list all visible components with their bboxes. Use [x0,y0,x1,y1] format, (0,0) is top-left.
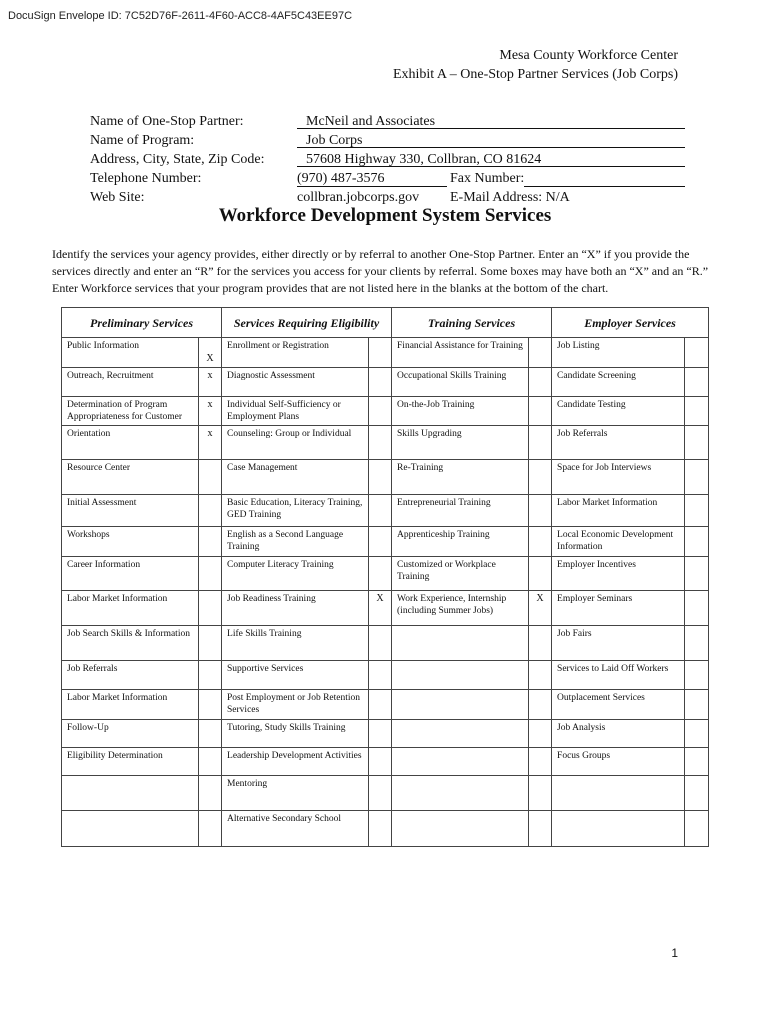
service-cell: Eligibility Determination [62,748,199,776]
program-value: Job Corps [297,131,685,148]
mark-cell[interactable] [529,397,552,426]
mark-cell[interactable] [199,527,222,557]
header-training: Training Services [392,308,552,338]
mark-cell[interactable] [685,626,709,661]
table-row [62,368,709,397]
table-row [62,557,709,591]
mark-cell[interactable] [685,591,709,626]
service-cell: Leadership Development Activities [222,748,369,776]
service-cell: Outplacement Services [552,690,685,720]
service-cell: English as a Second Language Training [222,527,369,557]
service-cell: Job Analysis [552,720,685,748]
service-cell: Basic Education, Literacy Training, GED Training [222,495,369,527]
table-row [62,626,709,661]
mark-cell[interactable]: x [199,397,222,426]
service-cell: Mentoring [222,776,369,811]
service-cell: Post Employment or Job Retention Services [222,690,369,720]
mark-cell[interactable] [529,426,552,460]
mark-cell[interactable] [529,748,552,776]
service-cell: Labor Market Information [62,591,199,626]
service-cell: Job Search Skills & Information [62,626,199,661]
mark-cell[interactable]: X [529,591,552,626]
service-cell: Initial Assessment [62,495,199,527]
mark-cell[interactable] [685,368,709,397]
header-employer: Employer Services [552,308,709,338]
mark-cell[interactable] [529,690,552,720]
mark-cell[interactable] [685,748,709,776]
service-cell: Job Readiness Training [222,591,369,626]
mark-cell[interactable] [199,591,222,626]
instructions-paragraph: Identify the services your agency provides, either directly or by referral to another One-Stop Partner. Enter an “X” if you provide the services directly and enter an “R” for the services you access for your clients by referral. Some boxes may have both an “X” and an “R.” Enter Workforce services that your program provides that are not listed here in the blanks at the bottom of the chart. [52,247,709,295]
service-cell [392,661,529,690]
table-row [62,495,709,527]
mark-cell[interactable] [685,338,709,368]
service-cell [392,776,529,811]
service-cell: On-the-Job Training [392,397,529,426]
web-value: collbran.jobcorps.gov [297,190,420,205]
table-row [62,338,709,368]
email-text: E-Mail Address: N/A [450,190,570,205]
service-cell: Supportive Services [222,661,369,690]
service-cell [552,776,685,811]
mark-cell[interactable] [369,495,392,527]
mark-cell[interactable] [529,776,552,811]
web-label: Web Site: [90,190,145,205]
header-eligibility: Services Requiring Eligibility [222,308,392,338]
table-row [62,460,709,495]
service-cell [552,811,685,847]
service-cell: Labor Market Information [552,495,685,527]
service-cell [392,690,529,720]
mark-cell[interactable] [529,368,552,397]
service-cell: Resource Center [62,460,199,495]
mark-cell[interactable] [199,748,222,776]
mark-cell[interactable] [199,811,222,847]
mark-cell[interactable] [369,397,392,426]
mark-cell[interactable] [685,776,709,811]
table-row [62,397,709,426]
docusign-envelope-id: DocuSign Envelope ID: 7C52D76F-2611-4F60-ACC8-4AF5C43EE97C [8,10,353,22]
mark-cell[interactable] [369,338,392,368]
mark-cell[interactable] [369,661,392,690]
service-cell: Orientation [62,426,199,460]
service-cell: Job Referrals [552,426,685,460]
mark-cell[interactable] [199,661,222,690]
mark-cell[interactable] [529,720,552,748]
service-cell: Determination of Program Appropriateness for Customer [62,397,199,426]
service-cell: Life Skills Training [222,626,369,661]
mark-cell[interactable] [529,626,552,661]
table-row [62,811,709,847]
service-cell: Computer Literacy Training [222,557,369,591]
fax-label: Fax Number: [450,171,525,186]
mark-cell[interactable] [685,661,709,690]
mark-cell[interactable] [369,720,392,748]
table-row [62,426,709,460]
partner-label: Name of One-Stop Partner: [90,114,244,129]
service-cell [392,811,529,847]
service-cell [392,748,529,776]
service-cell: Job Referrals [62,661,199,690]
page-number: 1 [671,946,678,960]
service-cell: Candidate Screening [552,368,685,397]
service-cell: Diagnostic Assessment [222,368,369,397]
service-cell: Follow-Up [62,720,199,748]
mark-cell[interactable] [199,690,222,720]
service-cell: Re-Training [392,460,529,495]
service-cell: Case Management [222,460,369,495]
service-cell: Candidate Testing [552,397,685,426]
mark-cell[interactable] [369,426,392,460]
service-cell: Tutoring, Study Skills Training [222,720,369,748]
mark-cell[interactable] [199,460,222,495]
service-cell: Work Experience, Internship (including Summer Jobs) [392,591,529,626]
service-cell: Employer Incentives [552,557,685,591]
service-cell: Local Economic Development Information [552,527,685,557]
mark-cell[interactable]: x [199,368,222,397]
service-cell: Apprenticeship Training [392,527,529,557]
service-cell: Labor Market Information [62,690,199,720]
service-cell: Counseling: Group or Individual [222,426,369,460]
mark-cell[interactable] [369,690,392,720]
mark-cell[interactable] [369,368,392,397]
mark-cell[interactable] [685,811,709,847]
table-row [62,776,709,811]
header-preliminary: Preliminary Services [62,308,222,338]
service-cell: Entrepreneurial Training [392,495,529,527]
service-cell: Career Information [62,557,199,591]
address-label: Address, City, State, Zip Code: [90,152,265,167]
mark-cell[interactable] [529,338,552,368]
mark-cell[interactable] [685,527,709,557]
service-cell: Public Information [62,338,199,368]
service-cell: Focus Groups [552,748,685,776]
mark-cell[interactable] [685,495,709,527]
phone-value: (970) 487-3576 [297,169,447,187]
table-row [62,690,709,720]
mark-cell[interactable] [199,557,222,591]
mark-cell[interactable] [529,495,552,527]
mark-cell[interactable] [529,557,552,591]
mark-cell[interactable] [369,748,392,776]
document-header [393,46,678,84]
mark-cell[interactable] [369,527,392,557]
table-row [62,748,709,776]
service-cell: Financial Assistance for Training [392,338,529,368]
services-table [61,307,709,847]
mark-cell[interactable] [369,460,392,495]
service-cell: Job Listing [552,338,685,368]
mark-cell[interactable] [199,495,222,527]
mark-cell[interactable] [685,720,709,748]
mark-cell[interactable] [369,557,392,591]
service-cell: Alternative Secondary School [222,811,369,847]
service-cell: Job Fairs [552,626,685,661]
mark-cell[interactable] [369,811,392,847]
service-cell [62,776,199,811]
mark-cell[interactable] [685,690,709,720]
service-cell: Individual Self-Sufficiency or Employment Plans [222,397,369,426]
service-cell: Skills Upgrading [392,426,529,460]
table-header-row [62,308,709,338]
page-title: Workforce Development System Services [218,205,552,226]
mark-cell[interactable] [685,397,709,426]
service-cell: Space for Job Interviews [552,460,685,495]
service-cell [392,626,529,661]
exhibit-title: Exhibit A – One-Stop Partner Services (Job Corps) [392,67,678,82]
mark-cell[interactable] [685,426,709,460]
table-row [62,661,709,690]
table-row [62,720,709,748]
address-value: 57608 Highway 330, Collbran, CO 81624 [297,150,685,167]
phone-label: Telephone Number: [90,171,202,186]
mark-cell[interactable] [529,460,552,495]
mark-cell[interactable] [529,661,552,690]
service-cell [62,811,199,847]
service-cell: Occupational Skills Training [392,368,529,397]
mark-cell[interactable] [529,811,552,847]
mark-cell[interactable] [685,557,709,591]
service-cell [392,720,529,748]
service-cell: Employer Seminars [552,591,685,626]
mark-cell[interactable]: X [199,338,222,368]
table-row [62,591,709,626]
partner-value: McNeil and Associates [297,112,685,129]
service-cell: Customized or Workplace Training [392,557,529,591]
table-row [62,527,709,557]
mark-cell[interactable] [529,527,552,557]
program-label: Name of Program: [90,133,195,148]
service-cell: Workshops [62,527,199,557]
mark-cell[interactable]: X [369,591,392,626]
fax-value [524,169,685,187]
mark-cell[interactable] [685,460,709,495]
mark-cell[interactable] [369,626,392,661]
mark-cell[interactable] [199,626,222,661]
mark-cell[interactable] [199,776,222,811]
service-cell: Outreach, Recruitment [62,368,199,397]
service-cell: Services to Laid Off Workers [552,661,685,690]
mark-cell[interactable]: x [199,426,222,460]
org-name: Mesa County Workforce Center [499,48,678,63]
service-cell: Enrollment or Registration [222,338,369,368]
mark-cell[interactable] [369,776,392,811]
mark-cell[interactable] [199,720,222,748]
